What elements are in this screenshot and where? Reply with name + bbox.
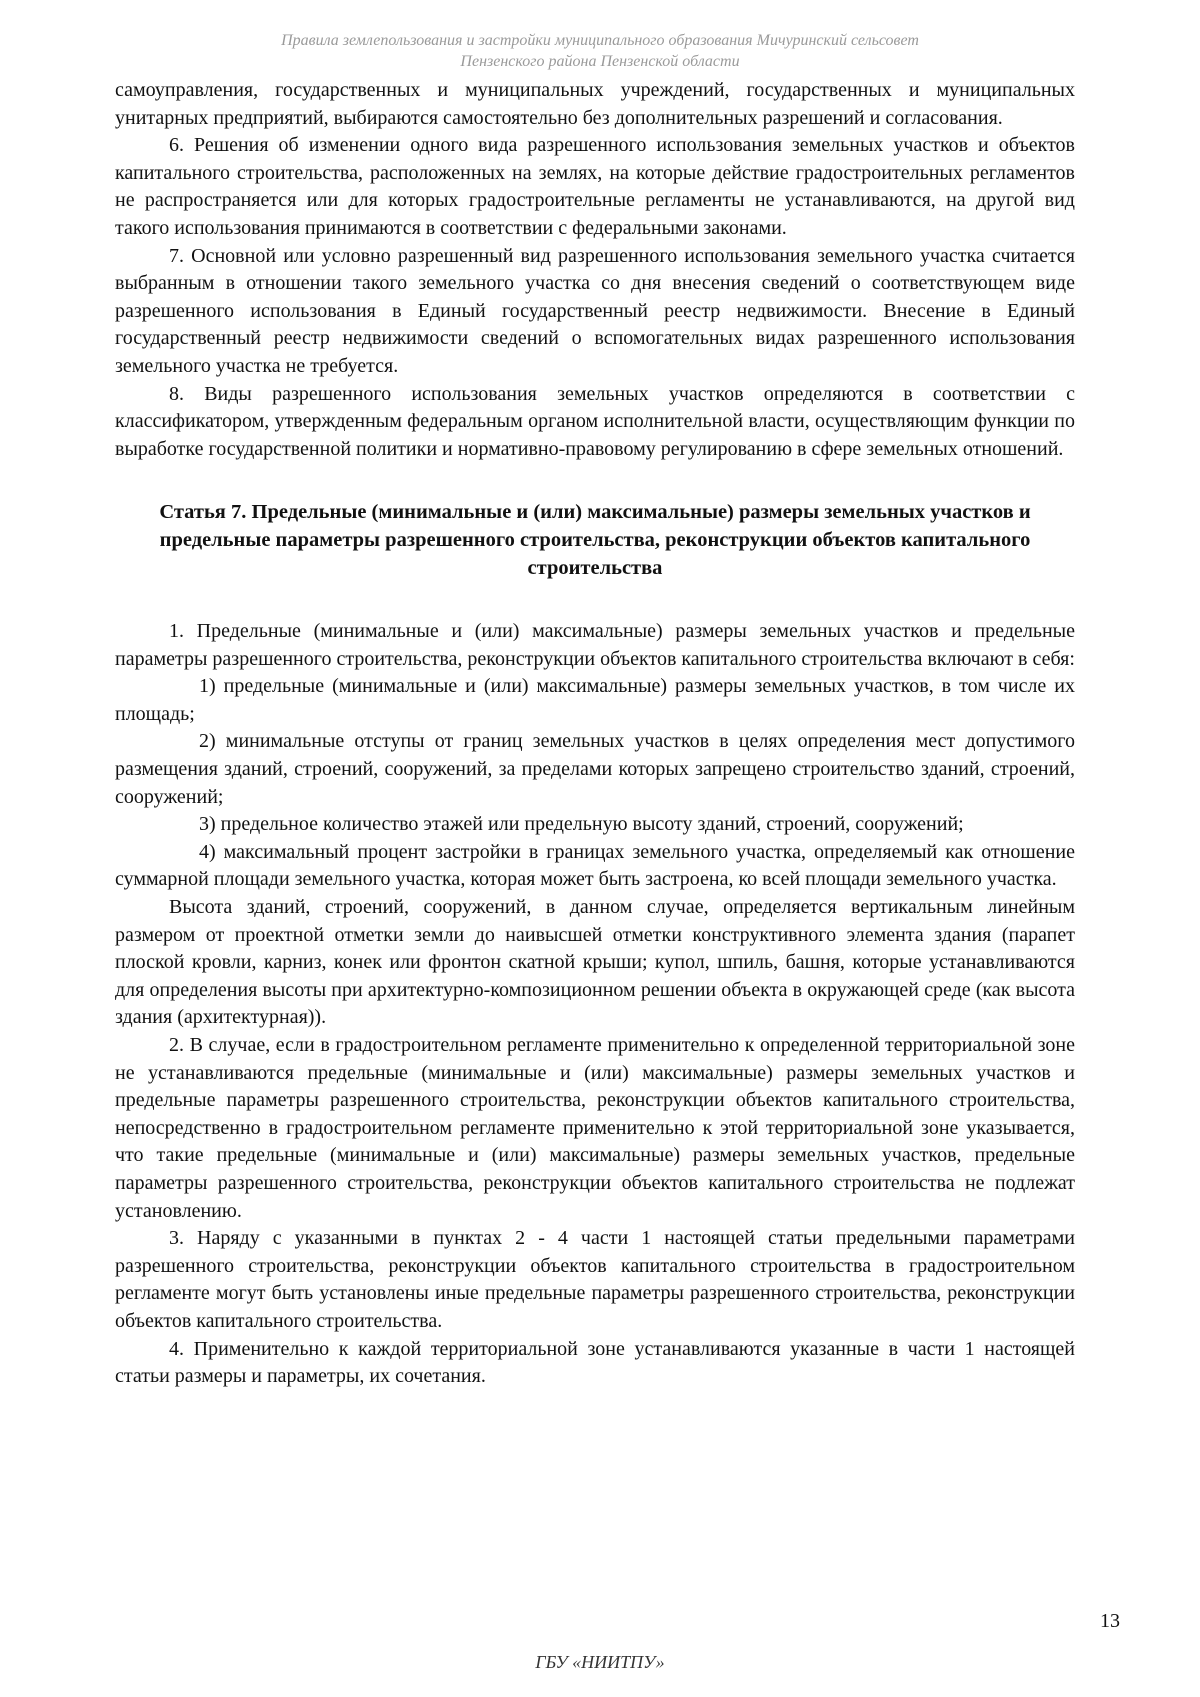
running-header <box>120 30 1080 72</box>
article-paragraph-2: 2. В случае, если в градостроительном регламенте применительно к определенной территориальной зоне не устанавливаются предельные (минимальные и (или) максимальные) размеры земельных участков и предельные параметры разрешенного строительства, реконструкции объектов капитального строительства, непосредственно в градостроительном регламенте применительно к этой территориальной зоне указывается, что такие предельные (минимальные и (или) максимальные) размеры земельных участков, предельные параметры разрешенного строительства, реконструкции объектов капитального строительства не подлежат установлению. <box>115 1034 1075 1222</box>
article-subitem-1: 1) предельные (минимальные и (или) максимальные) размеры земельных участков, в том числе их площадь; <box>115 675 1075 725</box>
article-subitem-2: 2) минимальные отступы от границ земельных участков в целях определения мест допустимого размещения зданий, строений, сооружений, за пределами которых запрещено строительство зданий, строений, сооружений; <box>115 730 1075 808</box>
page-footer: ГБУ «НИИТПУ» <box>535 1652 665 1672</box>
document-body <box>115 77 1075 1391</box>
article-paragraph-1: 1. Предельные (минимальные и (или) максимальные) размеры земельных участков и предельные параметры разрешенного строительства, реконструкции объектов капитального строительства включают в себя: <box>115 620 1075 670</box>
article-subitem-3: 3) предельное количество этажей или предельную высоту зданий, строений, сооружений; <box>199 813 964 836</box>
article-height-note: Высота зданий, строений, сооружений, в данном случае, определяется вертикальным линейным размером от проектной отметки земли до наивысшей отметки конструктивного элемента здания (парапет плоской кровли, карниз, конек или фронтон скатной крыши; купол, шпиль, башня, которые устанавливаются для определения высоты при архитектурно-композиционном решении объекта в окружающей среде (как высота здания (архитектурная)). <box>115 896 1075 1029</box>
paragraph-item-6: 6. Решения об изменении одного вида разрешенного использования земельных участков и объектов капитального строительства, расположенных на землях, на которые действие градостроительных регламентов не распространяется или для которых градостроительные регламенты не устанавливаются, на другой вид такого использования принимаются в соответствии с федеральными законами. <box>115 134 1075 239</box>
page-number: 13 <box>1100 1610 1120 1632</box>
paragraph-item-7: 7. Основной или условно разрешенный вид разрешенного использования земельного участка считается выбранным в отношении такого земельного участка со дня внесения сведений о соответствующем виде разрешенного использования в Единый государственный реестр недвижимости. Внесение в Единый государственный реестр недвижимости сведений о вспомогательных видах разрешенного использования земельного участка не требуется. <box>115 244 1075 377</box>
paragraph-continuation: самоуправления, государственных и муниципальных учреждений, государственных и муниципальных унитарных предприятий, выбираются самостоятельно без дополнительных разрешений и согласования. <box>115 79 1075 129</box>
paragraph-item-8: 8. Виды разрешенного использования земельных участков определяются в соответствии с классификатором, утвержденным федеральным органом исполнительной власти, осуществляющим функции по выработке государственной политики и нормативно-правовому регулированию в сфере земельных отношений. <box>115 382 1075 460</box>
article-paragraph-4: 4. Применительно к каждой территориальной зоне устанавливаются указанные в части 1 настоящей статьи размеры и параметры, их сочетания. <box>115 1337 1075 1388</box>
header-line-2: Пензенского района Пензенской области <box>460 53 740 70</box>
header-line-1: Правила землепользования и застройки муниципального образования Мичуринский сельсовет <box>281 32 919 49</box>
article-paragraph-3: 3. Наряду с указанными в пунктах 2 - 4 части 1 настоящей статьи предельными параметрами разрешенного строительства, реконструкции объектов капитального строительства в градостроительном регламенте могут быть установлены иные предельные параметры разрешенного строительства, реконструкции объектов капитального строительства. <box>115 1227 1075 1332</box>
article-heading: Статья 7. Предельные (минимальные и (или) максимальные) размеры земельных участков и предельные параметры разрешенного строительства, реконструкции объектов капитального строительства <box>159 501 1031 579</box>
article-subitem-4: 4) максимальный процент застройки в границах земельного участка, определяемый как отношение суммарной площади земельного участка, которая может быть застроена, ко всей площади земельного участка. <box>115 840 1075 891</box>
